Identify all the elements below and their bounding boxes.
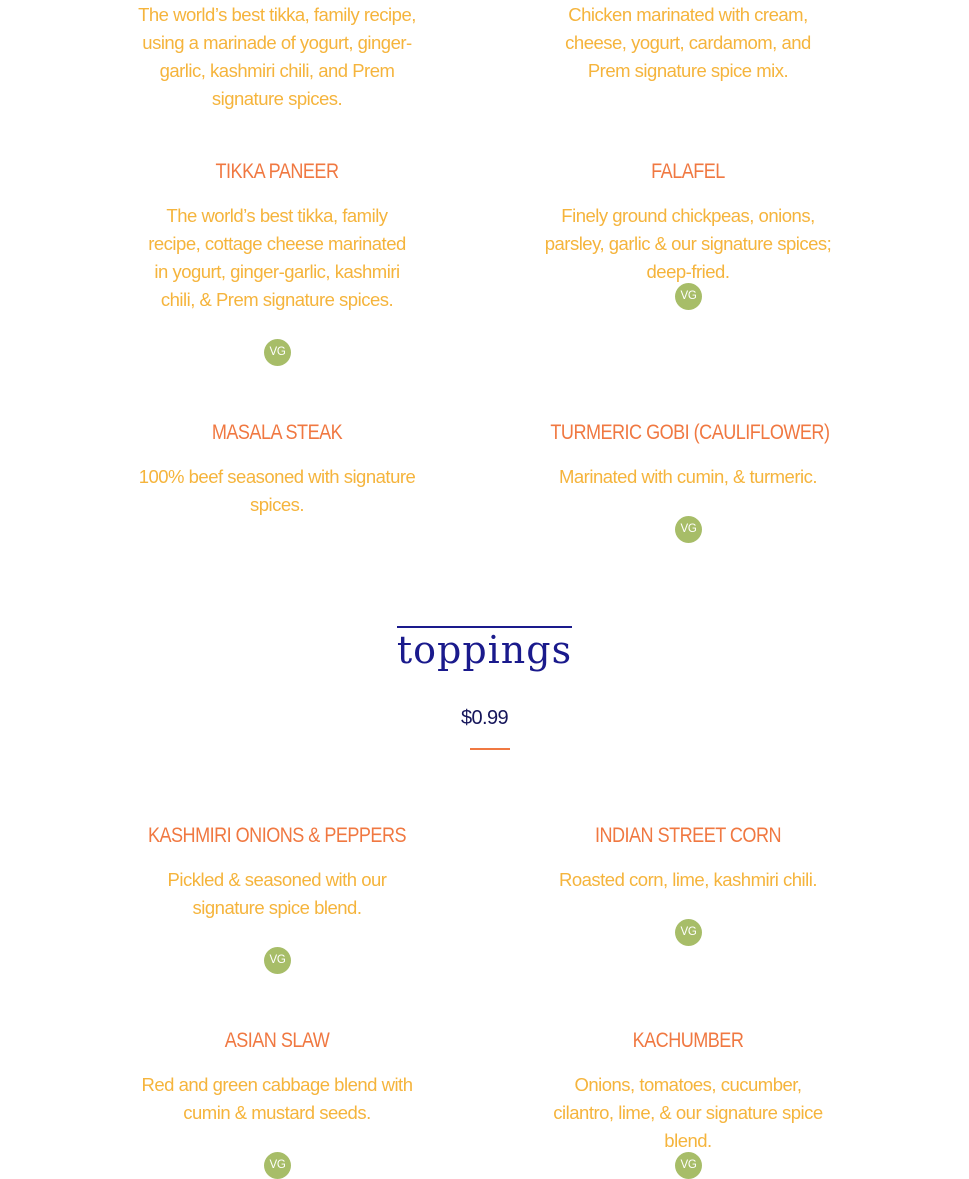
vegan-badge-icon: VG bbox=[264, 339, 291, 366]
menu-item-description: The world’s best tikka, family recipe, cottage cheese marinated in yogurt, ginger-garlic, kashmiri chili, & Prem signature spices. bbox=[148, 205, 406, 310]
vegan-badge-icon: VG bbox=[675, 516, 702, 543]
section-title-toppings bbox=[0, 626, 969, 672]
menu-item-description: Chicken marinated with cream, cheese, yogurt, cardamom, and Prem signature spice mix. bbox=[565, 4, 811, 81]
topping-title: KACHUMBER bbox=[632, 1029, 744, 1052]
vegan-badge-icon: VG bbox=[264, 1152, 291, 1179]
menu-item-description: Marinated with cumin, & turmeric. bbox=[558, 466, 817, 487]
topping-description: Onions, tomatoes, cucumber, cilantro, lime, & our signature spice blend. bbox=[553, 1074, 823, 1151]
menu-item-title: TURMERIC GOBI (CAULIFLOWER) bbox=[550, 421, 830, 444]
topping-description: Roasted corn, lime, kashmiri chili. bbox=[558, 869, 818, 890]
menu-item-description: 100% beef seasoned with signature spices. bbox=[138, 466, 416, 515]
menu-item-description: Finely ground chickpeas, onions, parsley, garlic & our signature spices; deep-fried. bbox=[544, 205, 832, 282]
price-divider bbox=[470, 748, 510, 750]
toppings-price: $0.99 bbox=[460, 707, 509, 729]
topping-description: Pickled & seasoned with our signature spice blend. bbox=[167, 869, 387, 918]
menu-item-title: MASALA STEAK bbox=[211, 421, 343, 444]
topping-title: INDIAN STREET CORN bbox=[594, 824, 782, 847]
menu-item-title: FALAFEL bbox=[651, 160, 725, 183]
vegan-badge-icon: VG bbox=[675, 1152, 702, 1179]
topping-description: Red and green cabbage blend with cumin & mustard seeds. bbox=[141, 1074, 413, 1123]
vegan-badge-icon: VG bbox=[675, 919, 702, 946]
vegan-badge-icon: VG bbox=[675, 283, 702, 310]
topping-title: KASHMIRI ONIONS & PEPPERS bbox=[147, 824, 407, 847]
vegan-badge-icon: VG bbox=[264, 947, 291, 974]
section-title-text: toppings bbox=[396, 628, 573, 672]
menu-item-title: TIKKA PANEER bbox=[215, 160, 339, 183]
topping-title: ASIAN SLAW bbox=[224, 1029, 330, 1052]
menu-item-description: The world’s best tikka, family recipe, using a marinade of yogurt, ginger-garlic, kashmiri chili, and Prem signature spices. bbox=[138, 4, 416, 109]
